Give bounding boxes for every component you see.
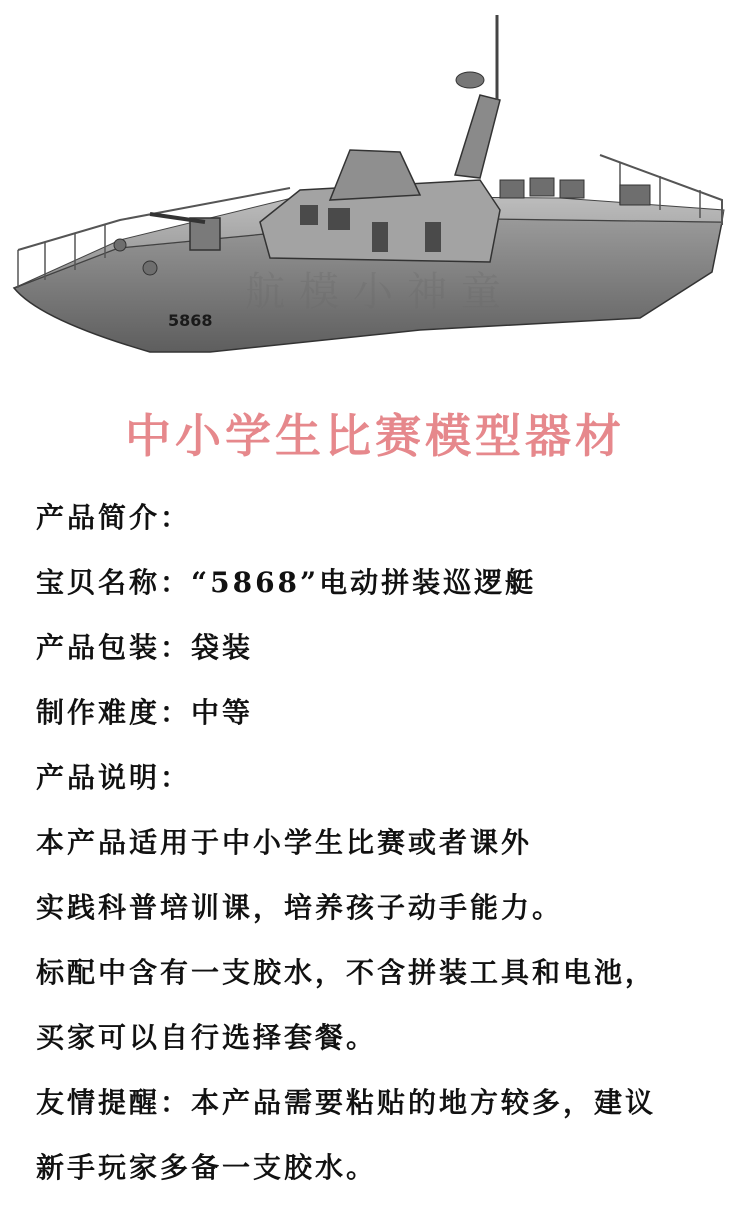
product-description	[36, 500, 736, 1215]
description-line: 标配中含有一支胶水，不含拼装工具和电池，	[36, 956, 657, 989]
description-line: 制作难度：中等	[36, 696, 254, 729]
description-line: 实践科普培训课，培养孩子动手能力。	[36, 891, 564, 924]
description-line: 新手玩家多备一支胶水。	[36, 1151, 378, 1184]
hull-number: 5868	[168, 311, 213, 330]
description-line: 产品简介：	[36, 501, 192, 534]
description-line: 本产品适用于中小学生比赛或者课外	[36, 826, 533, 859]
patrol-boat-model-image	[0, 0, 750, 385]
description-line: 宝贝名称：“5868”电动拼装巡逻艇	[36, 566, 537, 599]
description-line: 友情提醒：本产品需要粘贴的地方较多，建议	[36, 1086, 657, 1119]
mast	[455, 95, 500, 178]
watermark: 航模小神童	[245, 269, 515, 315]
product-photo	[0, 0, 750, 385]
headline: 中小学生比赛模型器材	[125, 409, 625, 463]
description-line: 产品包装：袋装	[36, 631, 254, 664]
bridge	[330, 150, 420, 200]
description-line: 买家可以自行选择套餐。	[36, 1021, 378, 1054]
description-line: 产品说明：	[36, 761, 192, 794]
